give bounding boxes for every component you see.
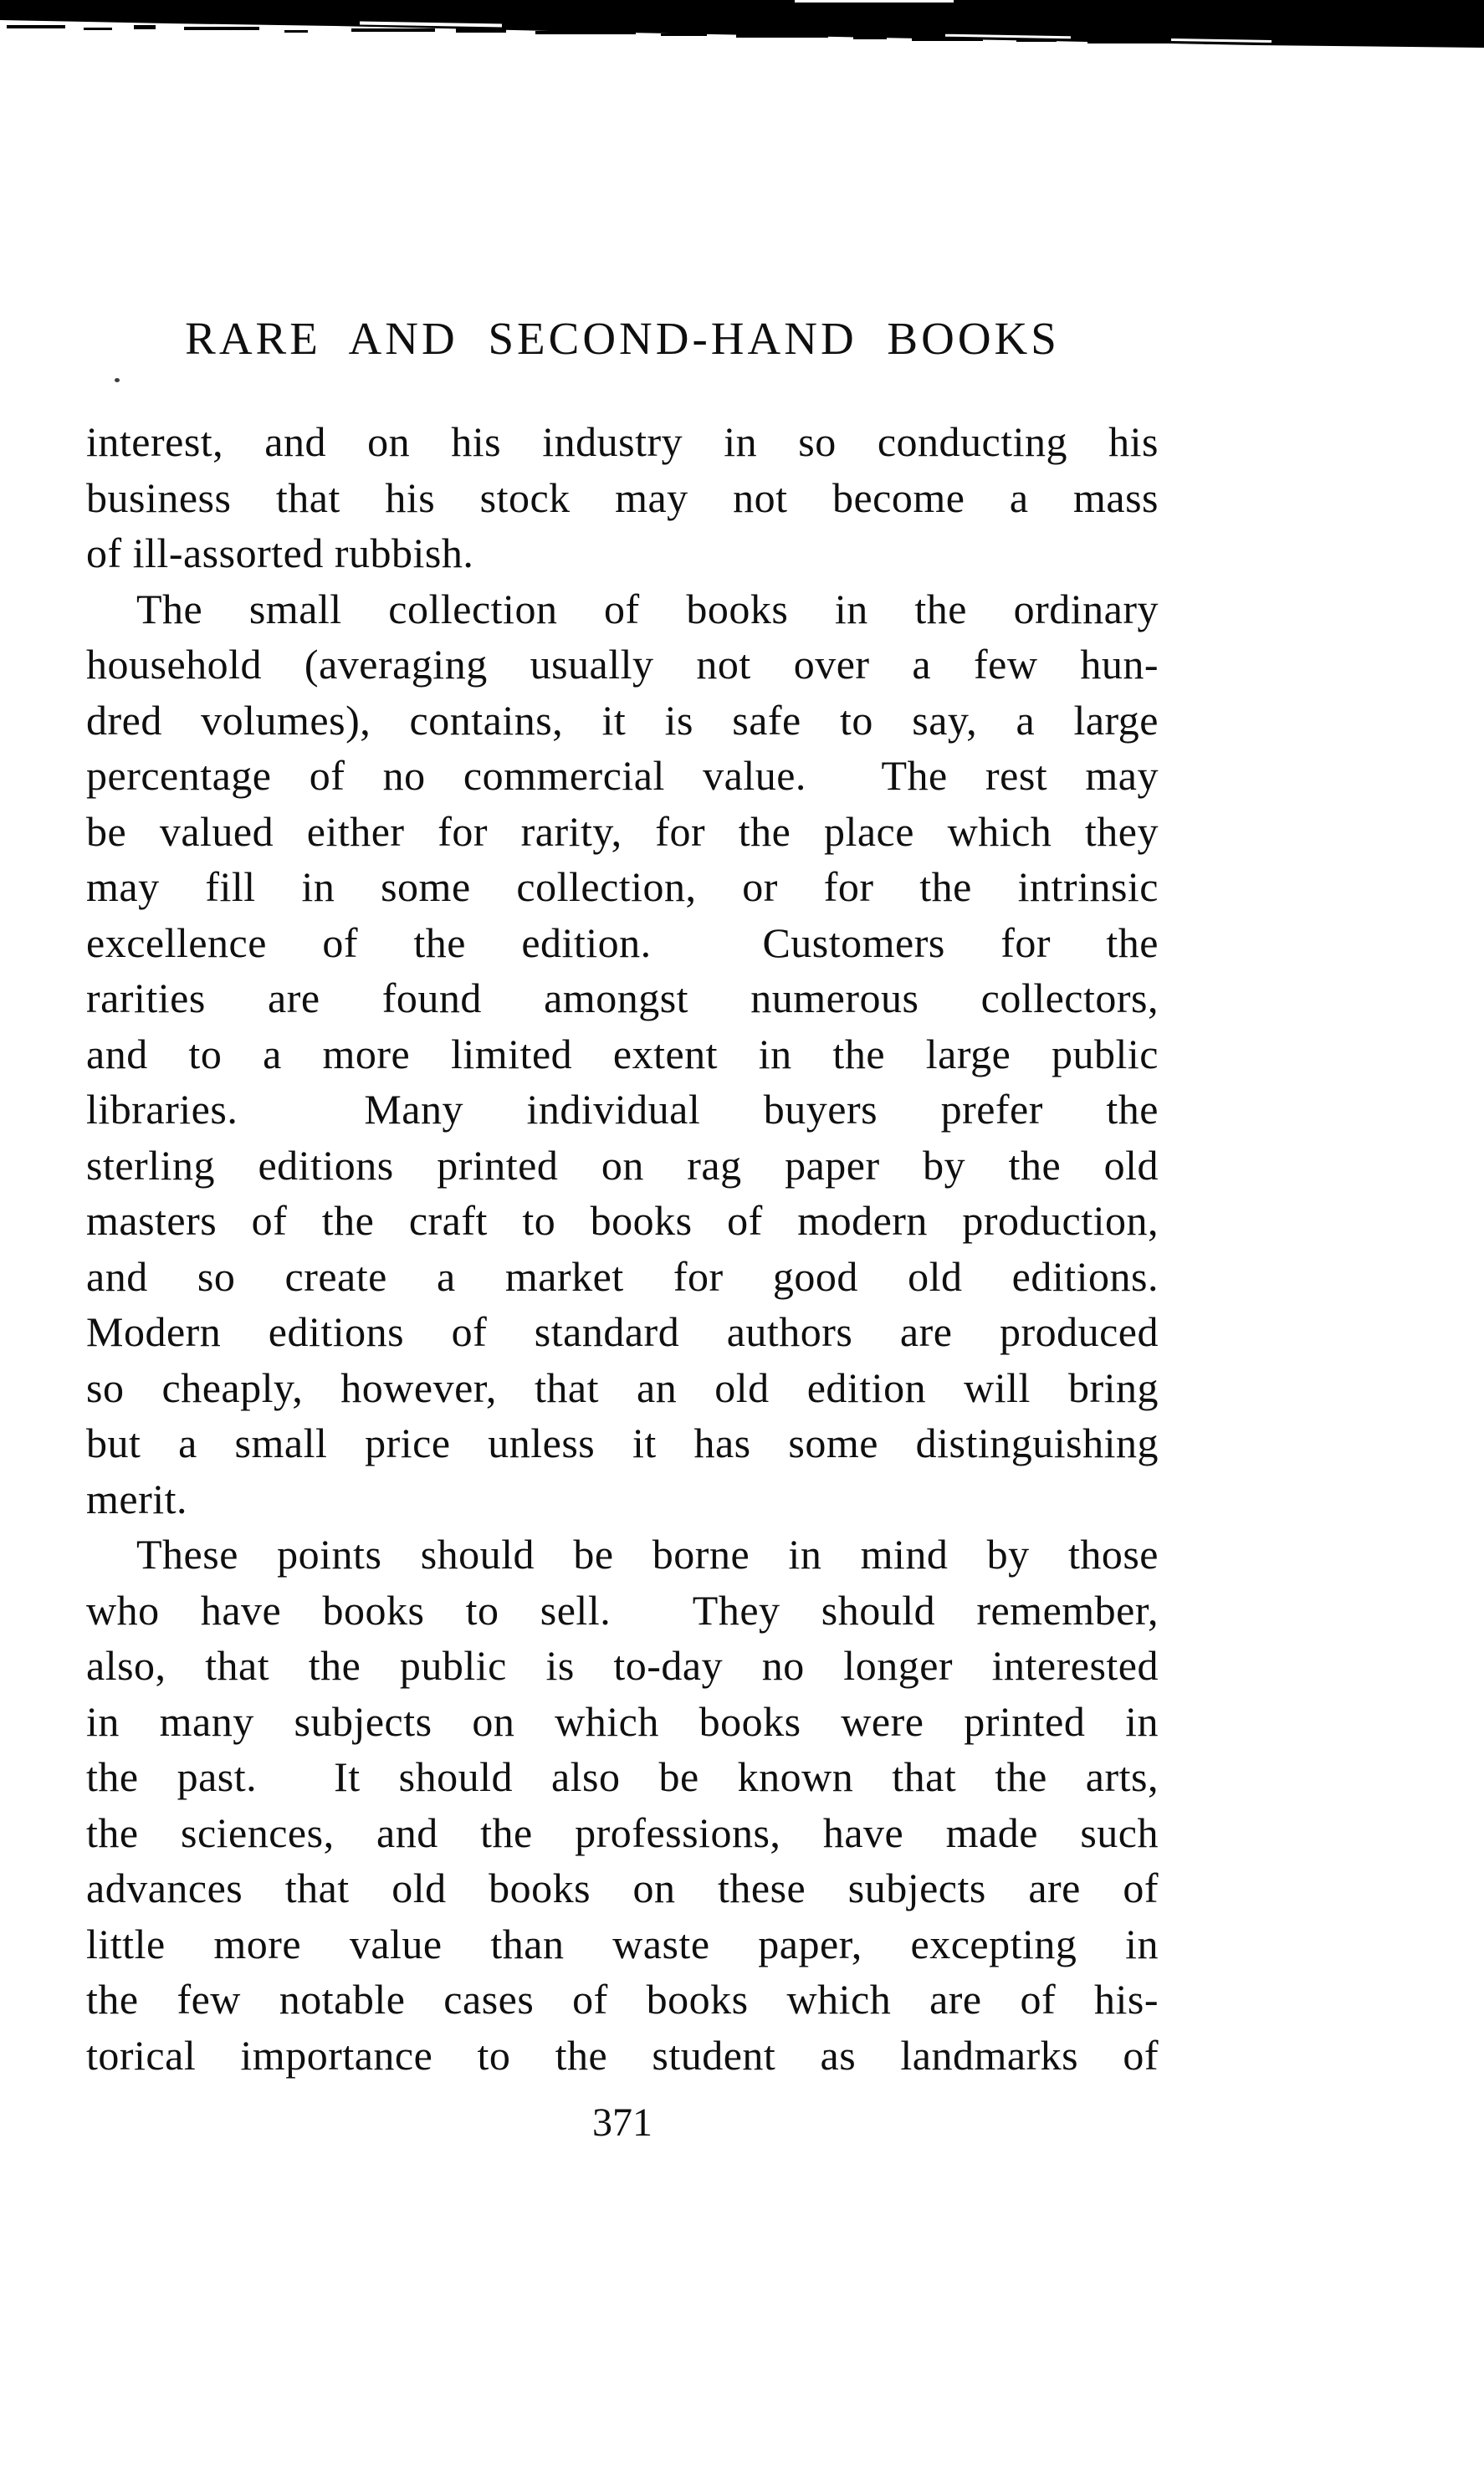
text-line: sterling editions printed on rag paper by the old — [86, 1141, 1159, 1189]
text-line: rarities are found amongst numerous collectors, — [86, 975, 1159, 1021]
text-line: torical importance to the student as landmarks of — [86, 2031, 1159, 2079]
body-text — [86, 414, 1159, 2083]
text-line: may fill in some collection, or for the intrinsic — [86, 863, 1159, 910]
text-line: the few notable cases of books which are of his- — [86, 1976, 1159, 2023]
scan-artifact-top — [0, 0, 1484, 59]
text-line: business that his stock may not become a mass — [86, 473, 1159, 521]
text-line: the past. It should also be known that the arts, — [86, 1753, 1159, 1800]
text-line: Modern editions of standard authors are produced — [86, 1308, 1159, 1355]
text-line: be valued either for rarity, for the place which they — [86, 807, 1159, 855]
text-line: percentage of no commercial value. The rest may — [86, 752, 1159, 799]
text-line: advances that old books on these subjects are of — [86, 1865, 1159, 1911]
text-line: merit. — [86, 1475, 188, 1522]
text-line: masters of the craft to books of modern production, — [86, 1197, 1159, 1244]
page-title: RARE AND SECOND-HAND BOOKS — [185, 313, 1060, 364]
scan-band-shape — [0, 0, 1484, 48]
text-line: libraries. Many individual buyers prefer the — [86, 1086, 1159, 1133]
text-line: the sciences, and the professions, have made such — [86, 1808, 1159, 1856]
page-number: 371 — [592, 2100, 652, 2145]
text-line: who have books to sell. They should remember, — [86, 1586, 1159, 1634]
ink-speckle — [115, 378, 120, 382]
text-line: excellence of the edition. Customers for the — [86, 918, 1159, 966]
text-line: The small collection of books in the ordinary — [136, 585, 1159, 632]
text-column — [86, 310, 1159, 2148]
text-line: and so create a market for good old editions. — [86, 1252, 1159, 1300]
text-line: and to a more limited extent in the large public — [86, 1030, 1159, 1077]
text-line: of ill-assorted rubbish. — [86, 530, 474, 576]
text-line: household (averaging usually not over a few hun- — [86, 641, 1159, 688]
text-line: in many subjects on which books were printed in — [86, 1697, 1159, 1745]
text-line: dred volumes), contains, it is safe to say, a large — [86, 696, 1159, 744]
text-line: These points should be borne in mind by those — [136, 1531, 1159, 1578]
text-line: but a small price unless it has some distinguishing — [86, 1420, 1159, 1466]
text-line: so cheaply, however, that an old edition will bring — [86, 1363, 1159, 1411]
paragraph — [86, 414, 1159, 581]
text-line: little more value than waste paper, excepting in — [86, 1920, 1159, 1967]
paragraph — [86, 581, 1159, 1527]
text-line: also, that the public is to-day no longer interested — [86, 1642, 1159, 1689]
paragraph — [86, 1527, 1159, 2083]
text-line: interest, and on his industry in so conducting his — [86, 418, 1159, 465]
